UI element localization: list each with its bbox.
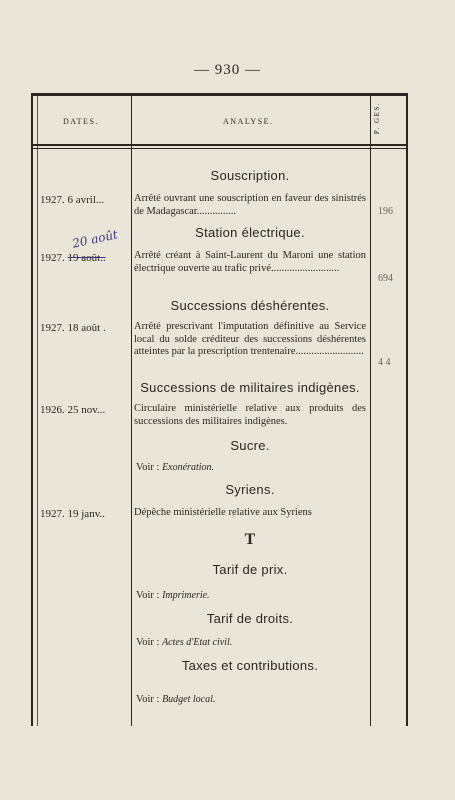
- section-title: Syriens.: [225, 482, 275, 497]
- section-title: Souscription.: [210, 168, 290, 183]
- cross-reference: [136, 637, 232, 648]
- entry-date-year: 1927.: [40, 252, 65, 264]
- column-rule: [37, 96, 38, 726]
- letter-heading: T: [244, 531, 256, 548]
- section-title: Tarif de droits.: [206, 611, 294, 626]
- entry-page-ref: 694: [378, 273, 393, 284]
- header-analyse: ANALYSE.: [223, 117, 274, 126]
- header-rule: [33, 148, 406, 149]
- voir-ref: Imprimerie.: [162, 590, 210, 601]
- entry-analysis: Arrêté prescrivant l'imputation définitive au Service local du solde créditeur des successions déshérentes atteintes par la prescription trentenaire..........................: [134, 321, 366, 357]
- voir-label: Voir :: [136, 462, 160, 473]
- section-title: Successions de militaires indigènes.: [140, 380, 360, 395]
- entry-analysis: Arrêté ouvrant une souscription en faveur des sinistrés de Madagascar...............: [134, 193, 366, 217]
- header-rule: [33, 144, 406, 146]
- entry-date-struck: 19 août..: [67, 252, 106, 264]
- entry-date: 1927. 18 août .: [40, 322, 106, 334]
- voir-ref: Actes d'Etat civil.: [162, 637, 233, 648]
- voir-label: Voir :: [136, 590, 160, 601]
- voir-label: Voir :: [136, 694, 160, 705]
- entry-page-ref: 4 4: [378, 357, 391, 368]
- section-title: Successions déshérentes.: [170, 298, 330, 313]
- section-title: Tarif de prix.: [212, 562, 288, 577]
- section-title: Taxes et contributions.: [181, 658, 319, 673]
- entry-page-ref: 196: [378, 206, 393, 217]
- voir-ref: Budget local.: [162, 694, 216, 705]
- entry-analysis: Arrêté créant à Saint-Laurent du Maroni une station électrique ouverte au trafic privé..........................: [134, 250, 366, 274]
- entry-analysis: Circulaire ministérielle relative aux produits des successions des militaires indigènes.: [134, 403, 366, 427]
- section-title: Sucre.: [230, 438, 270, 453]
- page-number: — 930 —: [194, 62, 261, 78]
- column-rule: [131, 96, 132, 726]
- cross-reference: [136, 590, 210, 601]
- cross-reference: [136, 694, 215, 705]
- header-pages: P. GES.: [373, 102, 381, 135]
- entry-analysis: Dépêche ministérielle relative aux Syriens: [134, 507, 312, 518]
- handwritten-correction: 20 août: [71, 227, 119, 251]
- entry-date: 1927. 6 avril...: [40, 194, 105, 206]
- cross-reference: [136, 462, 214, 473]
- voir-ref: Exonération.: [162, 462, 214, 473]
- column-rule: [370, 96, 371, 726]
- entry-date: [40, 252, 106, 264]
- section-title: Station électrique.: [195, 225, 305, 240]
- voir-label: Voir :: [136, 637, 160, 648]
- entry-date: 1927. 19 janv..: [40, 508, 105, 520]
- header-dates: DATES.: [63, 117, 99, 126]
- entry-date: 1926. 25 nov...: [40, 404, 106, 416]
